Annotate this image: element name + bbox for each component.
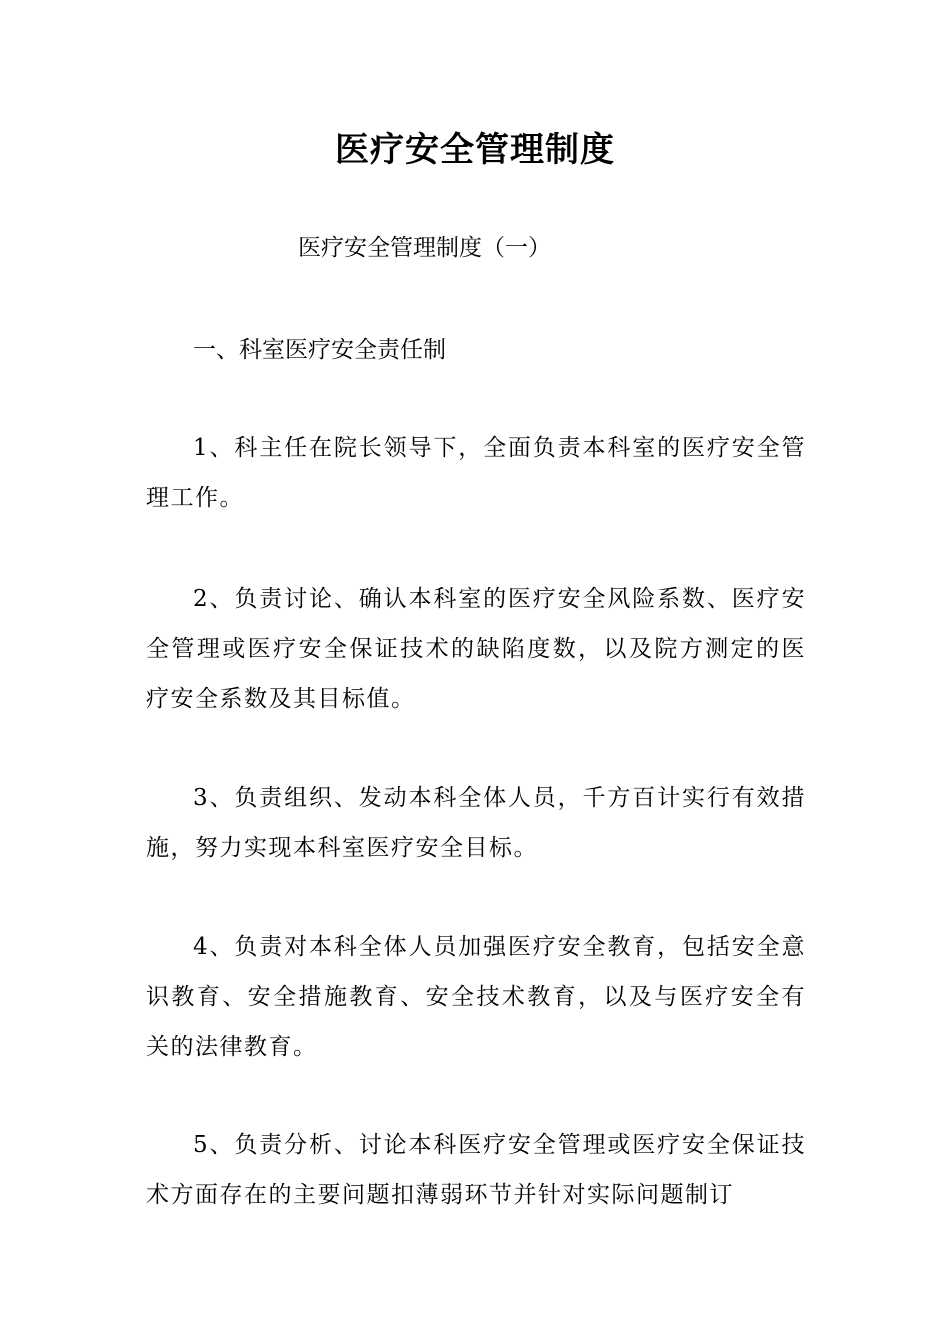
paragraph-2: 2、负责讨论、确认本科室的医疗安全风险系数、医疗安全管理或医疗安全保证技术的缺陷度数，以及院方测定的医疗安全系数及其目标值。 (146, 586, 806, 712)
section-heading: 一、科室医疗安全责任制 (193, 337, 446, 363)
paragraph-1: 1、科主任在院长领导下，全面负责本科室的医疗安全管理工作。 (146, 435, 806, 511)
document-subtitle: 医疗安全管理制度（一） (298, 235, 551, 261)
paragraph-5: 5、负责分析、讨论本科医疗安全管理或医疗安全保证技术方面存在的主要问题扣薄弱环节并针对实际问题制订 (146, 1132, 806, 1208)
paragraph-3: 3、负责组织、发动本科全体人员，千方百计实行有效措施，努力实现本科室医疗安全目标。 (146, 785, 806, 861)
document-title: 医疗安全管理制度 (335, 130, 615, 170)
paragraph-4: 4、负责对本科全体人员加强医疗安全教育，包括安全意识教育、安全措施教育、安全技术教育，以及与医疗安全有关的法律教育。 (146, 934, 806, 1060)
